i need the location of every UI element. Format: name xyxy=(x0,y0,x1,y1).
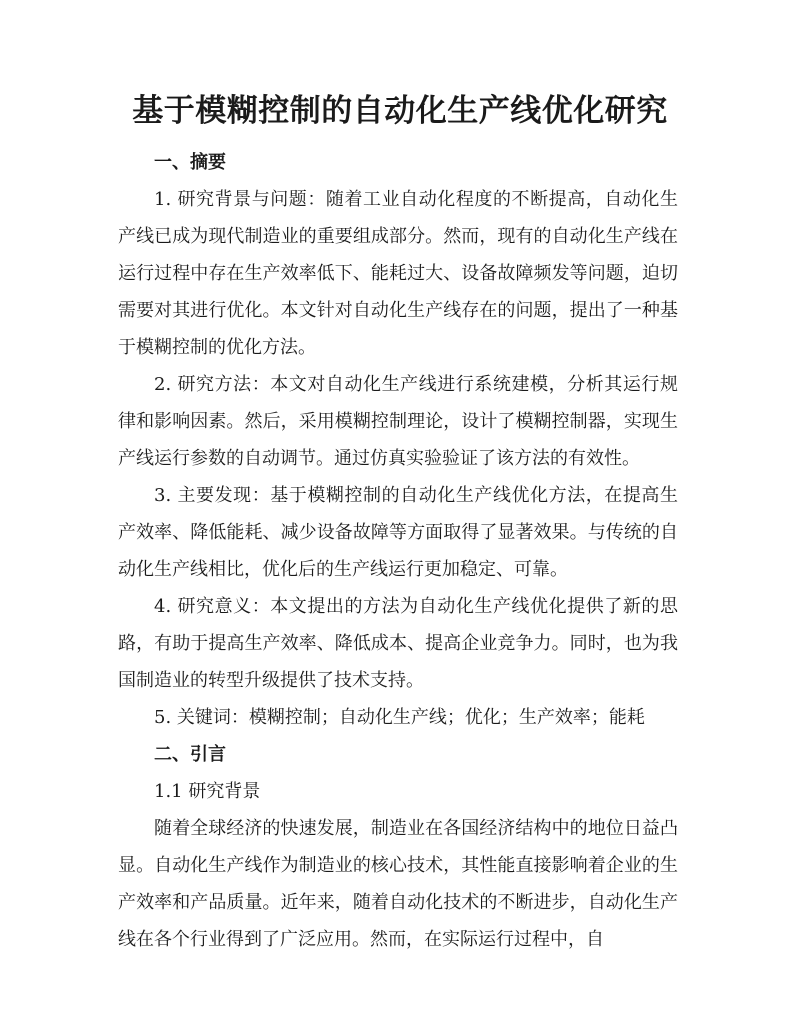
document-body xyxy=(118,144,678,958)
abstract-paragraph-background: 1. 研究背景与问题：随着工业自动化程度的不断提高，自动化生产线已成为现代制造业的重要组成部分。然而，现有的自动化生产线在运行过程中存在生产效率低下、能耗过大、设备故障频发等问题，迫切需要对其进行优化。本文针对自动化生产线存在的问题，提出了一种基于模糊控制的优化方法。 xyxy=(118,189,678,358)
abstract-paragraph-findings: 3. 主要发现：基于模糊控制的自动化生产线优化方法，在提高生产效率、降低能耗、减少设备故障等方面取得了显著效果。与传统的自动化生产线相比，优化后的生产线运行更加稳定、可靠。 xyxy=(118,485,678,580)
introduction-paragraph: 随着全球经济的快速发展，制造业在各国经济结构中的地位日益凸显。自动化生产线作为制造业的核心技术，其性能直接影响着企业的生产效率和产品质量。近年来，随着自动化技术的不断进步，自动化生产线在各个行业得到了广泛应用。然而，在实际运行过程中，自 xyxy=(118,818,678,950)
document-title: 基于模糊控制的自动化生产线优化研究 xyxy=(132,93,668,129)
abstract-paragraph-significance: 4. 研究意义：本文提出的方法为自动化生产线优化提供了新的思路，有助于提高生产效率、降低成本、提高企业竞争力。同时，也为我国制造业的转型升级提供了技术支持。 xyxy=(118,596,678,691)
abstract-paragraph-keywords: 5. 关键词：模糊控制；自动化生产线；优化；生产效率；能耗 xyxy=(154,707,645,728)
section-heading-abstract: 一、摘要 xyxy=(154,152,226,173)
subsection-heading-background: 1.1 研究背景 xyxy=(154,781,261,802)
abstract-paragraph-method: 2. 研究方法：本文对自动化生产线进行系统建模，分析其运行规律和影响因素。然后，采用模糊控制理论，设计了模糊控制器，实现生产线运行参数的自动调节。通过仿真实验验证了该方法的有效性。 xyxy=(118,374,678,469)
section-heading-introduction: 二、引言 xyxy=(154,744,226,765)
